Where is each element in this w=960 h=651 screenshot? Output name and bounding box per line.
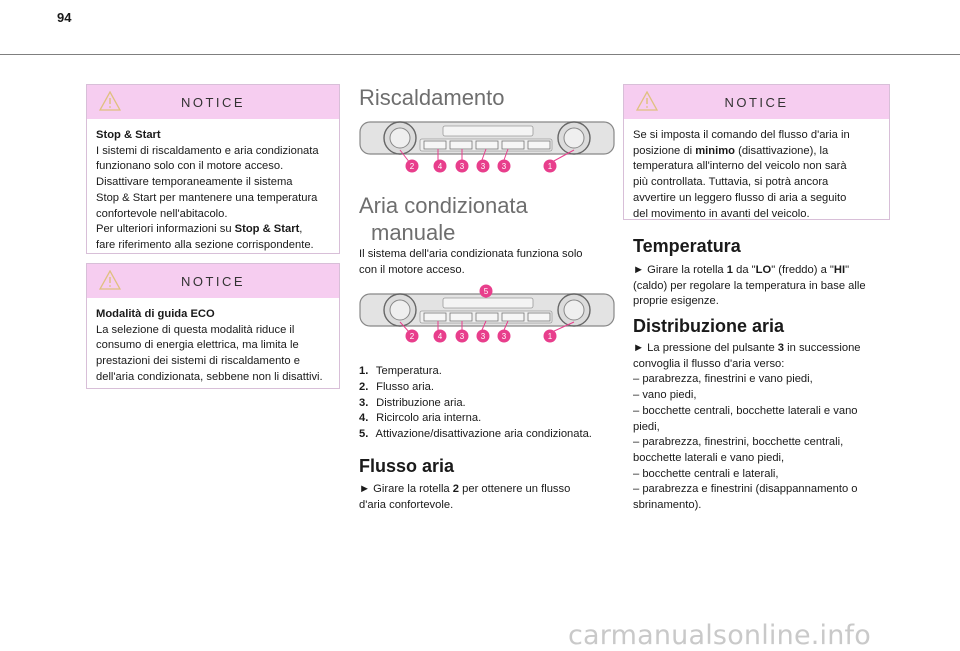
text-run: funzionano solo con il motore acceso. [96, 160, 284, 173]
notice-title: NOTICE [180, 273, 246, 289]
text-line [633, 191, 881, 207]
text-run: Disattivare temporaneamente il sistema [96, 176, 293, 189]
legend-number: 2. [359, 380, 369, 393]
heading-temperature: Temperatura [633, 236, 741, 256]
notice-title: NOTICE [724, 94, 789, 110]
text-line [633, 294, 866, 310]
text-line [359, 498, 570, 514]
text-run: La selezione di questa modalità riduce il [96, 323, 295, 336]
text-run: proprie esigenze. [633, 295, 719, 308]
text-run: ► Girare la rotella [633, 264, 727, 276]
heading-air-flow: Flusso aria [359, 456, 455, 476]
legend-item [359, 364, 592, 380]
text-run: – parabrezza, finestrini, bocchette centrali, [633, 436, 844, 449]
text-run: Stop & Start [234, 223, 300, 236]
text-run: ► La pressione del pulsante [633, 342, 778, 354]
text-line [633, 388, 861, 404]
text-run: d'aria confortevole. [359, 498, 454, 511]
callout-label: 5 [483, 287, 489, 296]
text-run: I sistemi di riscaldamento e aria condizionata [96, 144, 319, 157]
page-number: 94 [57, 10, 72, 25]
text-line [96, 370, 331, 386]
text-run: minimo [695, 144, 735, 157]
text-run: LO [755, 264, 772, 276]
legend-number: 4. [359, 412, 369, 425]
text-run: posizione di [633, 144, 696, 157]
legend-text: Temperatura. [375, 365, 442, 377]
notice-title: NOTICE [180, 94, 246, 110]
heading-manual-ac [359, 192, 528, 246]
legend-number: 1. [359, 365, 369, 377]
notice-airflow-minimum [623, 84, 890, 220]
text-line [633, 482, 861, 498]
text-run: Stop & Start [96, 129, 161, 141]
text-run: Se si imposta il comando del flusso d'aria in [633, 129, 850, 141]
text-run: Stop & Start per mantenere una temperatura [96, 191, 318, 204]
callout-label: 2 [409, 332, 415, 341]
ac-intro [359, 247, 583, 278]
legend-number: 5. [359, 428, 369, 441]
text-run: per ottenere un flusso [459, 483, 571, 495]
text-run: prestazioni dei sistemi di riscaldamento e [96, 355, 300, 368]
text-run: temperatura all'interno del veicolo non sarà [633, 160, 847, 173]
text-run: – vano piedi, [633, 389, 697, 402]
notice-header [87, 264, 339, 298]
text-run: consumo di energia elettrica, ma limita le [96, 339, 299, 352]
legend-text: Ricircolo aria interna. [376, 412, 482, 425]
text-run: – bocchette centrali, bocchette laterali e vano [633, 404, 858, 417]
text-line [96, 354, 331, 370]
text-line [633, 175, 881, 191]
text-run: – parabrezza e finestrini (disappannamento o [633, 483, 858, 496]
notice-body [624, 119, 889, 230]
text-run: 1 [726, 264, 734, 276]
text-line [633, 372, 861, 388]
text-line [96, 191, 331, 207]
text-line [633, 467, 861, 483]
temperature-text [633, 263, 866, 310]
legend-item [359, 427, 592, 443]
text-line [633, 341, 861, 357]
text-run: convoglia il flusso d'aria verso: [633, 357, 785, 370]
text-line [633, 128, 881, 144]
watermark: carmanualsonline.info [568, 620, 871, 651]
text-line [633, 207, 881, 223]
text-run: , [299, 223, 303, 236]
text-run: più controllata. Tuttavia, si potrà ancora [633, 176, 829, 189]
text-run: piedi, [633, 420, 660, 433]
text-run: Per ulteriori informazioni su [96, 223, 235, 236]
intro-line: Il sistema dell'aria condizionata funziona solo [359, 248, 583, 260]
callout-label: 3 [459, 332, 465, 341]
text-run: HI [833, 264, 846, 276]
notice-header [87, 85, 339, 119]
climate-panel-image-1 [358, 120, 616, 178]
text-run: dell'aria condizionata, sebbene non li disattivi. [96, 370, 323, 383]
legend-text: Flusso aria. [376, 380, 434, 393]
header-rule [0, 54, 960, 55]
legend-item [359, 411, 592, 427]
text-run: 3 [777, 342, 785, 354]
callout-label: 2 [409, 162, 415, 171]
callout-label: 1 [547, 162, 553, 171]
callout-label: 3 [501, 162, 507, 171]
legend-text: Distribuzione aria. [376, 396, 466, 409]
callout-label: 4 [437, 162, 443, 171]
text-line [633, 435, 861, 451]
notice-body [87, 119, 339, 262]
text-line [96, 338, 331, 354]
text-run: 2 [452, 483, 460, 495]
legend-number: 3. [359, 396, 369, 409]
callout-label: 1 [547, 332, 553, 341]
text-line [633, 498, 861, 514]
panel-legend [359, 364, 592, 443]
climate-panel-image-2 [358, 284, 616, 348]
legend-item [359, 396, 592, 412]
text-line [633, 159, 881, 175]
text-line [96, 159, 331, 175]
notice-header [624, 85, 889, 119]
warning-icon [636, 91, 658, 111]
heading-line: Aria condizionata [359, 193, 528, 218]
text-line [96, 307, 331, 323]
text-run: bocchette laterali e vano piedi, [633, 451, 785, 464]
notice-eco-mode [86, 263, 340, 389]
text-run: – bocchette centrali e laterali, [633, 467, 779, 480]
callout-label: 3 [459, 162, 465, 171]
text-run: confortevole nell'abitacolo. [96, 207, 228, 220]
text-run: del movimento in avanti del veicolo. [633, 207, 810, 220]
text-line [633, 144, 881, 160]
text-run: fare riferimento alla sezione corrispondente. [96, 238, 314, 251]
legend-item [359, 380, 592, 396]
notice-body [87, 298, 339, 394]
text-line [96, 222, 331, 238]
intro-line: con il motore acceso. [359, 263, 465, 276]
text-run: – parabrezza, finestrini e vano piedi, [633, 373, 813, 386]
text-run: (disattivazione), la [734, 144, 829, 157]
text-line [633, 357, 861, 373]
heading-line: manuale [371, 220, 456, 245]
heading-heating: Riscaldamento [359, 85, 505, 110]
text-line [633, 420, 861, 436]
warning-icon [99, 270, 121, 290]
callout-label: 4 [437, 332, 443, 341]
text-line [633, 263, 866, 279]
text-line [633, 279, 866, 295]
text-run: " [845, 264, 850, 276]
text-run: da " [733, 264, 756, 276]
text-line [96, 175, 331, 191]
text-line [96, 323, 331, 339]
notice-stop-start [86, 84, 340, 254]
heading-air-distribution: Distribuzione aria [633, 316, 785, 336]
text-line [96, 128, 331, 144]
text-run: avvertire un leggero flusso di aria a seguito [633, 191, 847, 204]
text-line [96, 144, 331, 160]
text-run: Modalità di guida ECO [96, 308, 215, 320]
text-line [96, 207, 331, 223]
air-distribution-text [633, 341, 861, 514]
text-line [633, 451, 861, 467]
air-flow-text [359, 482, 570, 513]
text-run: sbrinamento). [633, 499, 702, 512]
text-line [359, 482, 570, 498]
text-run: " (freddo) a " [771, 264, 834, 276]
text-run: ► Girare la rotella [359, 483, 453, 495]
callout-label: 3 [501, 332, 507, 341]
text-line [633, 404, 861, 420]
text-run: in successione [784, 342, 861, 354]
callout-label: 3 [480, 162, 486, 171]
warning-icon [99, 91, 121, 111]
text-line [96, 238, 331, 254]
text-run: (caldo) per regolare la temperatura in base alle [633, 279, 866, 292]
legend-text: Attivazione/disattivazione aria condizionata. [375, 428, 592, 441]
callout-label: 3 [480, 332, 486, 341]
